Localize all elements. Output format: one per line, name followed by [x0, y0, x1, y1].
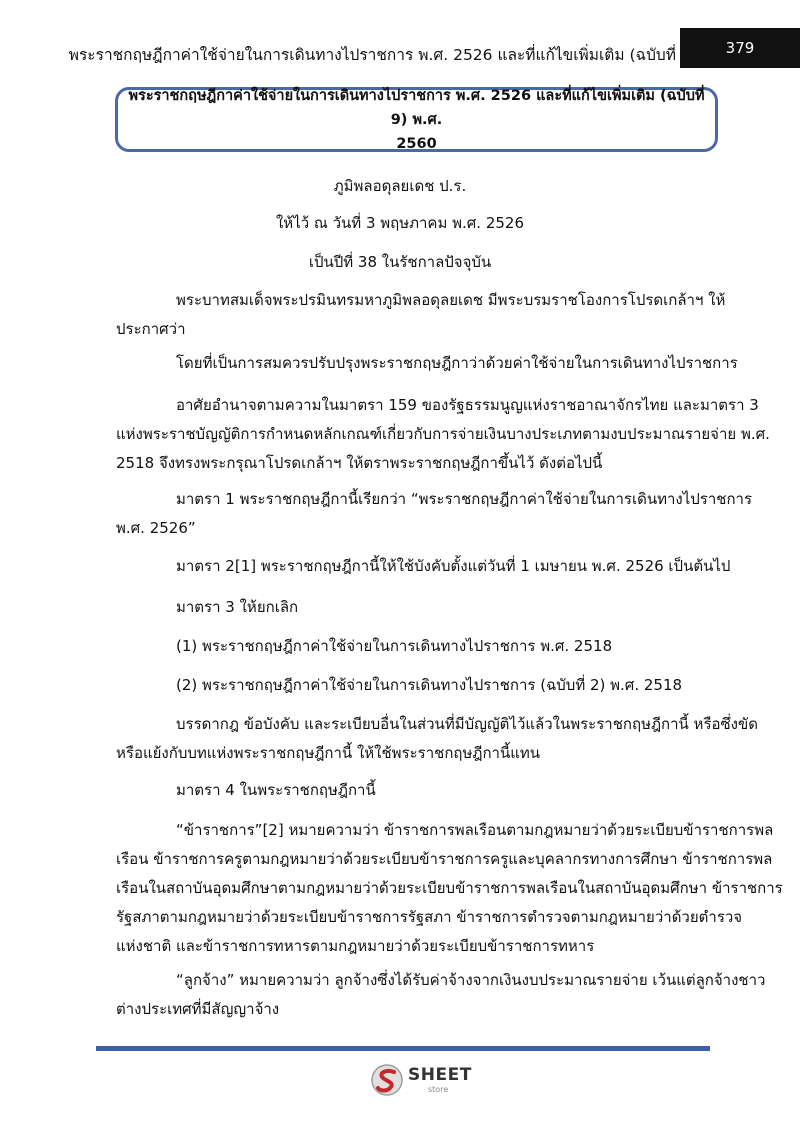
paragraph-line: พ.ศ. 2526”: [116, 519, 196, 537]
paragraph-line: ประกาศว่า: [116, 320, 186, 338]
title-box: [115, 87, 718, 152]
paragraph-line: มาตรา 4 ในพระราชกฤษฎีกานี้: [176, 781, 376, 799]
running-header: พระราชกฤษฎีกาค่าใช้จ่ายในการเดินทางไปราชการ พ.ศ. 2526 และที่แก้ไขเพิ่มเติม (ฉบับที่: [68, 46, 676, 64]
title-line-1: พระราชกฤษฎีกาค่าใช้จ่ายในการเดินทางไปราชการ พ.ศ. 2526 และที่แก้ไขเพิ่มเติม (ฉบับที่ 9) พ.ศ.: [128, 87, 705, 128]
repeal-item-2: [116, 671, 706, 700]
paragraph-proclamation: [116, 286, 726, 344]
paragraph-line: (2) พระราชกฤษฎีกาค่าใช้จ่ายในการเดินทางไปราชการ (ฉบับที่ 2) พ.ศ. 2518: [176, 676, 683, 694]
paragraph-line: บรรดากฎ ข้อบังคับ และระเบียบอื่นในส่วนที่มีบัญญัติไว้แล้วในพระราชกฤษฎีกานี้ หรือซึ่งขัด: [176, 715, 759, 733]
paragraph-line: เรือนในสถาบันอุดมศึกษาตามกฎหมายว่าด้วยระเบียบข้าราชการพลเรือนในสถาบันอุดมศึกษา ข้าราชการ: [116, 879, 783, 897]
paragraph-line: มาตรา 3 ให้ยกเลิก: [176, 598, 299, 616]
paragraph-line: แห่งพระราชบัญญัติการกำหนดหลักเกณฑ์เกี่ยวกับการจ่ายเงินบางประเภทตามงบประมาณรายจ่าย พ.ศ.: [116, 425, 770, 443]
sheet-store-s-logo-icon: [370, 1063, 404, 1097]
paragraph-line: อาศัยอำนาจตามความในมาตรา 159 ของรัฐธรรมนูญแห่งราชอาณาจักรไทย และมาตรา 3: [176, 396, 759, 414]
section-4: [116, 776, 706, 805]
paragraph-line: โดยที่เป็นการสมควรปรับปรุงพระราชกฤษฎีกาว่าด้วยค่าใช้จ่ายในการเดินทางไปราชการ: [176, 354, 738, 372]
preamble-given-date: ให้ไว้ ณ วันที่ 3 พฤษภาคม พ.ศ. 2526: [275, 214, 525, 232]
paragraph-authority: [116, 391, 770, 478]
section-3: [116, 593, 706, 622]
paragraph-line: “ลูกจ้าง” หมายความว่า ลูกจ้างซึ่งได้รับค่าจ้างจากเงินงบประมาณรายจ่าย เว้นแต่ลูกจ้างชาว: [176, 971, 766, 989]
preamble-king: ภูมิพลอดุลยเดช ป.ร.: [333, 177, 467, 195]
paragraph-line: หรือแย้งกับบทแห่งพระราชกฤษฎีกานี้ ให้ใช้พระราชกฤษฎีกานี้แทน: [116, 744, 541, 762]
paragraph-rationale: [116, 349, 738, 378]
logo-brand-text: SHEET: [408, 1065, 472, 1085]
section-2: [116, 552, 731, 581]
paragraph-line: แห่งชาติ และข้าราชการทหารตามกฎหมายว่าด้วยระเบียบข้าราชการทหาร: [116, 937, 595, 955]
definition-civil-servant: [116, 816, 783, 961]
paragraph-line: 2518 จึงทรงพระกรุณาโปรดเกล้าฯ ให้ตราพระราชกฤษฎีกาขึ้นไว้ ดังต่อไปนี้: [116, 454, 603, 472]
repeal-item-1: [116, 632, 706, 661]
paragraph-line: “ข้าราชการ”[2] หมายความว่า ข้าราชการพลเรือนตามกฎหมายว่าด้วยระเบียบข้าราชการพล: [176, 821, 774, 839]
definition-employee: [116, 966, 766, 1024]
paragraph-line: รัฐสภาตามกฎหมายว่าด้วยระเบียบข้าราชการรัฐสภา ข้าราชการตำรวจตามกฎหมายว่าด้วยตำรวจ: [116, 908, 743, 926]
paragraph-line: พระบาทสมเด็จพระปรมินทรมหาภูมิพลอดุลยเดช มีพระบรมราชโองการโปรดเกล้าฯ ให้: [176, 291, 726, 309]
preamble-reign-year: เป็นปีที่ 38 ในรัชกาลปัจจุบัน: [308, 253, 492, 271]
paragraph-line: มาตรา 1 พระราชกฤษฎีกานี้เรียกว่า “พระราชกฤษฎีกาค่าใช้จ่ายในการเดินทางไปราชการ: [176, 490, 753, 508]
footer-rule: [96, 1046, 710, 1051]
paragraph-line: มาตรา 2[1] พระราชกฤษฎีกานี้ให้ใช้บังคับตั้งแต่วันที่ 1 เมษายน พ.ศ. 2526 เป็นต้นไป: [176, 557, 731, 575]
paragraph-line: (1) พระราชกฤษฎีกาค่าใช้จ่ายในการเดินทางไปราชการ พ.ศ. 2518: [176, 637, 613, 655]
sheet-store-logo: [370, 1061, 490, 1101]
paragraph-line: ต่างประเทศที่มีสัญญาจ้าง: [116, 1000, 280, 1018]
section-1: [116, 485, 753, 543]
paragraph-line: เรือน ข้าราชการครูตามกฎหมายว่าด้วยระเบียบข้าราชการครูและบุคลากรทางการศึกษา ข้าราชการพล: [116, 850, 773, 868]
logo-brand-subtext: store: [428, 1085, 449, 1094]
page-number: 379: [680, 28, 800, 68]
paragraph-superseding: [116, 710, 759, 768]
title-line-2: 2560: [396, 135, 437, 152]
